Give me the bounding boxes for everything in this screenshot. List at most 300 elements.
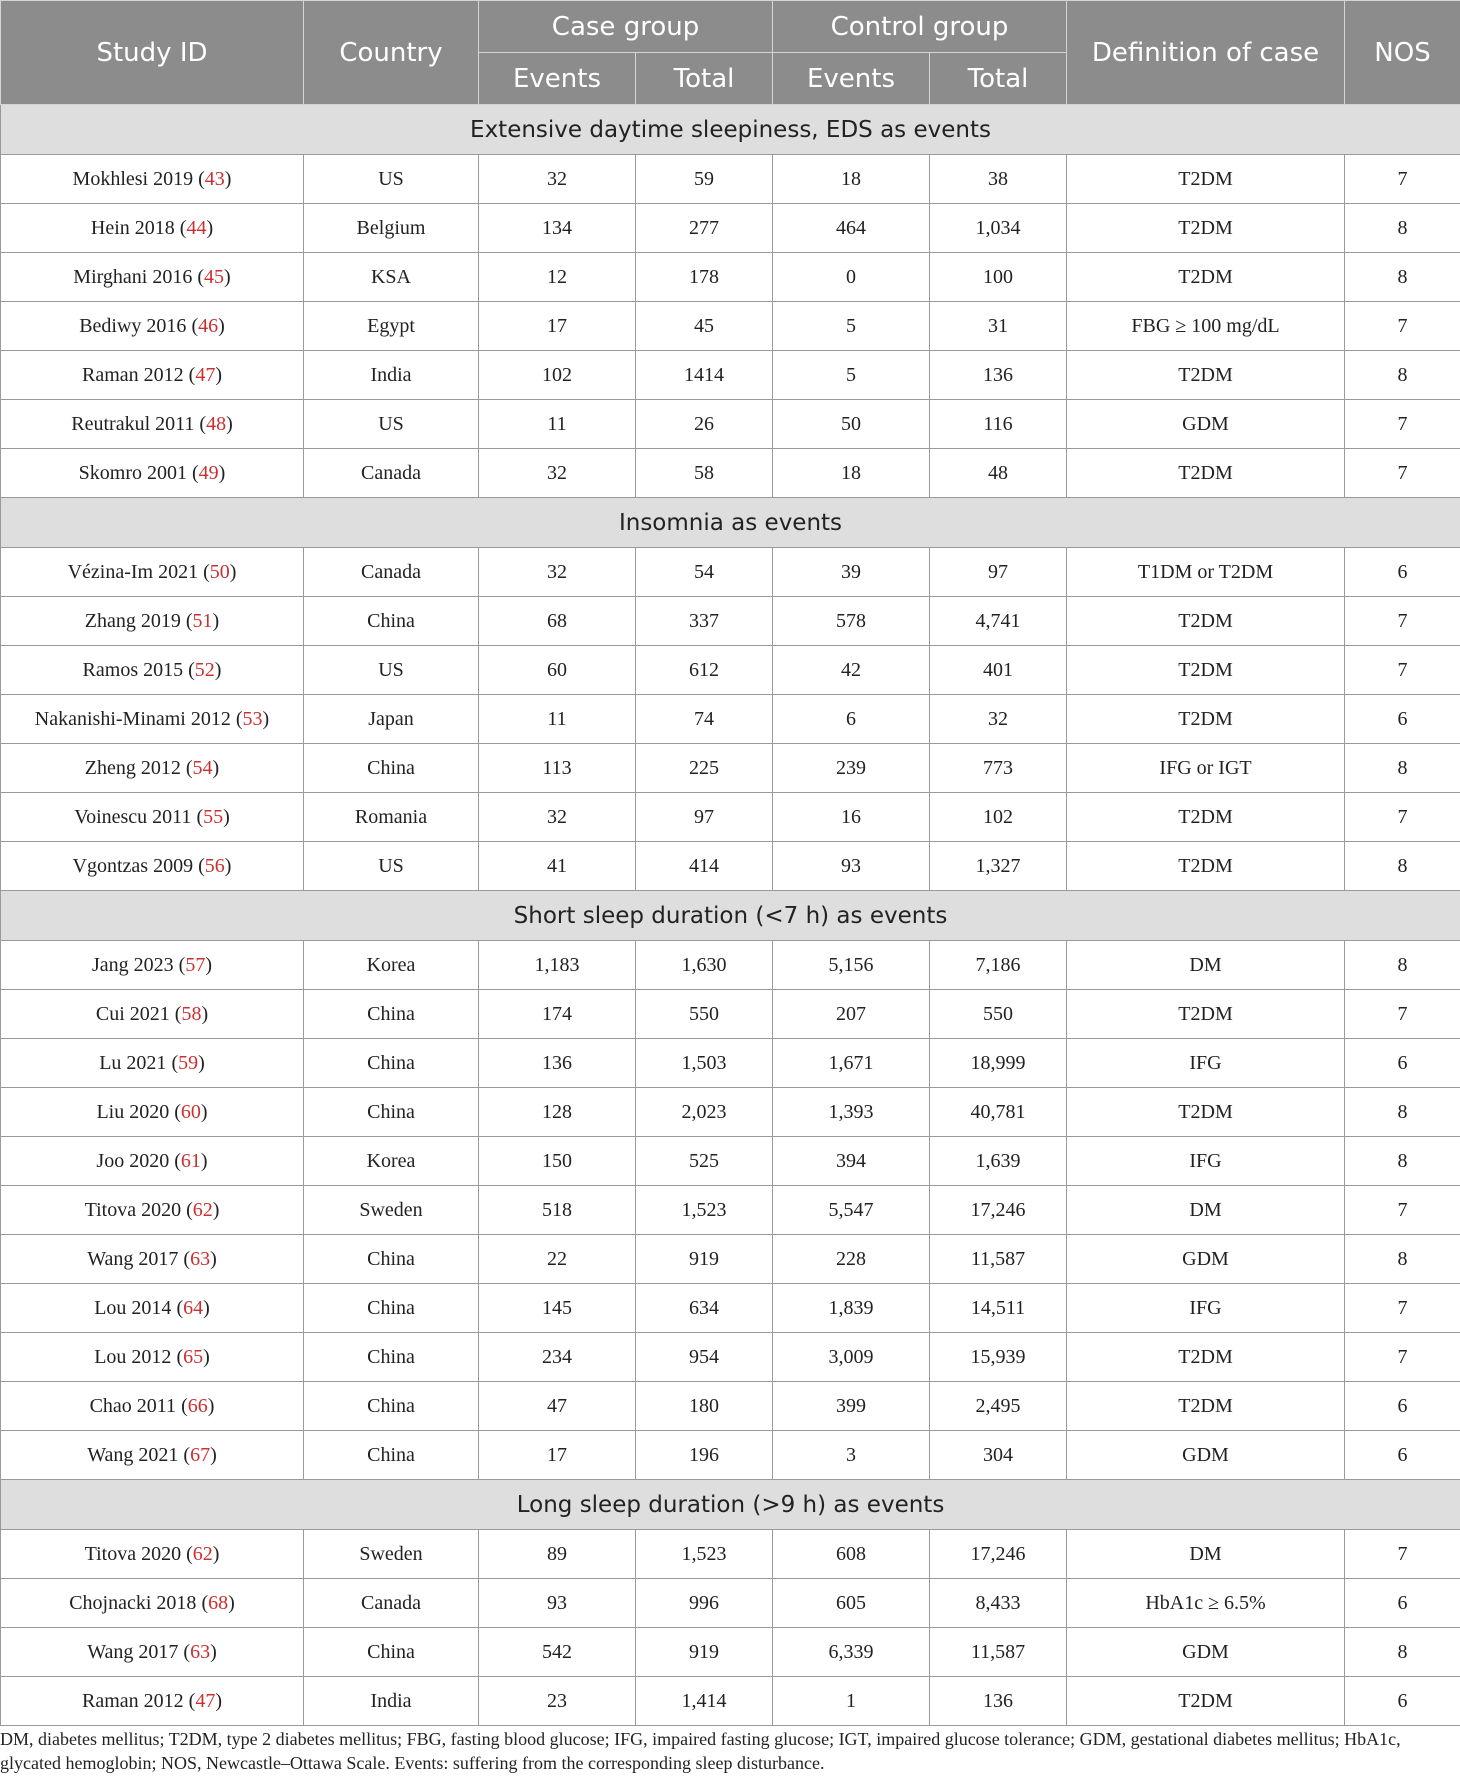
case-total-cell: 1414 bbox=[636, 351, 773, 400]
study-name: Wang 2017 bbox=[87, 1247, 179, 1270]
definition-cell: T1DM or T2DM bbox=[1067, 548, 1345, 597]
case-total-cell: 634 bbox=[636, 1284, 773, 1333]
header-control-total: Total bbox=[930, 53, 1067, 105]
case-total-cell: 180 bbox=[636, 1382, 773, 1431]
country-cell: US bbox=[304, 155, 479, 204]
case-events-cell: 102 bbox=[479, 351, 636, 400]
control-events-cell: 18 bbox=[773, 155, 930, 204]
reference-link[interactable]: 56 bbox=[204, 854, 225, 877]
country-cell: Canada bbox=[304, 449, 479, 498]
table-row bbox=[1, 941, 1460, 990]
nos-cell: 8 bbox=[1345, 1088, 1460, 1137]
country-cell: China bbox=[304, 1431, 479, 1480]
nos-cell: 7 bbox=[1345, 302, 1460, 351]
case-events-cell: 32 bbox=[479, 793, 636, 842]
reference-link[interactable]: 63 bbox=[190, 1247, 211, 1270]
country-cell: Korea bbox=[304, 941, 479, 990]
nos-cell: 7 bbox=[1345, 990, 1460, 1039]
control-total-cell: 1,327 bbox=[930, 842, 1067, 891]
header-nos: NOS bbox=[1345, 1, 1460, 105]
reference-link[interactable]: 51 bbox=[192, 609, 213, 632]
case-total-cell: 1,630 bbox=[636, 941, 773, 990]
section-row bbox=[1, 1480, 1460, 1530]
table-row bbox=[1, 1579, 1460, 1628]
country-cell: China bbox=[304, 1284, 479, 1333]
case-total-cell: 26 bbox=[636, 400, 773, 449]
control-total-cell: 40,781 bbox=[930, 1088, 1067, 1137]
reference-link[interactable]: 62 bbox=[192, 1542, 213, 1565]
case-events-cell: 23 bbox=[479, 1677, 636, 1726]
reference-link[interactable]: 43 bbox=[204, 167, 225, 190]
case-total-cell: 1,503 bbox=[636, 1039, 773, 1088]
reference-link[interactable]: 65 bbox=[183, 1345, 204, 1368]
case-events-cell: 518 bbox=[479, 1186, 636, 1235]
definition-cell: T2DM bbox=[1067, 1382, 1345, 1431]
country-cell: India bbox=[304, 351, 479, 400]
section-title: Long sleep duration (>9 h) as events bbox=[1, 1480, 1460, 1530]
reference-link[interactable]: 54 bbox=[192, 756, 213, 779]
study-name: Voinescu 2011 bbox=[74, 805, 192, 828]
table-row bbox=[1, 597, 1460, 646]
study-id-cell: Wang 2017 (63) bbox=[1, 1235, 304, 1284]
header-definition: Definition of case bbox=[1067, 1, 1345, 105]
control-events-cell: 5 bbox=[773, 351, 930, 400]
nos-cell: 6 bbox=[1345, 548, 1460, 597]
control-events-cell: 42 bbox=[773, 646, 930, 695]
control-total-cell: 401 bbox=[930, 646, 1067, 695]
control-total-cell: 48 bbox=[930, 449, 1067, 498]
case-events-cell: 113 bbox=[479, 744, 636, 793]
header-case-group: Case group bbox=[479, 1, 773, 53]
case-total-cell: 74 bbox=[636, 695, 773, 744]
nos-cell: 6 bbox=[1345, 695, 1460, 744]
nos-cell: 8 bbox=[1345, 1137, 1460, 1186]
reference-link[interactable]: 62 bbox=[192, 1198, 213, 1221]
study-name: Vgontzas 2009 bbox=[72, 854, 194, 877]
control-events-cell: 5,156 bbox=[773, 941, 930, 990]
reference-link[interactable]: 59 bbox=[178, 1051, 199, 1074]
reference-link[interactable]: 47 bbox=[195, 363, 216, 386]
nos-cell: 7 bbox=[1345, 1530, 1460, 1579]
nos-cell: 8 bbox=[1345, 253, 1460, 302]
study-id-cell: Voinescu 2011 (55) bbox=[1, 793, 304, 842]
study-name: Lou 2012 bbox=[94, 1345, 172, 1368]
definition-cell: T2DM bbox=[1067, 449, 1345, 498]
country-cell: Canada bbox=[304, 1579, 479, 1628]
study-id-cell: Zhang 2019 (51) bbox=[1, 597, 304, 646]
control-events-cell: 39 bbox=[773, 548, 930, 597]
table-row bbox=[1, 1530, 1460, 1579]
case-total-cell: 996 bbox=[636, 1579, 773, 1628]
table-row bbox=[1, 1677, 1460, 1726]
definition-cell: GDM bbox=[1067, 1628, 1345, 1677]
study-id-cell: Lou 2014 (64) bbox=[1, 1284, 304, 1333]
study-id-cell: Zheng 2012 (54) bbox=[1, 744, 304, 793]
definition-cell: IFG or IGT bbox=[1067, 744, 1345, 793]
control-total-cell: 31 bbox=[930, 302, 1067, 351]
table-row bbox=[1, 1235, 1460, 1284]
table-header bbox=[1, 1, 1460, 105]
study-id-cell: Reutrakul 2011 (48) bbox=[1, 400, 304, 449]
study-id-cell: Lu 2021 (59) bbox=[1, 1039, 304, 1088]
control-total-cell: 116 bbox=[930, 400, 1067, 449]
control-total-cell: 136 bbox=[930, 1677, 1067, 1726]
definition-cell: T2DM bbox=[1067, 842, 1345, 891]
study-id-cell: Skomro 2001 (49) bbox=[1, 449, 304, 498]
table-footnote: DM, diabetes mellitus; T2DM, type 2 diabetes mellitus; FBG, fasting blood glucose; IFG, impaired fasting glucose; IGT, impaired glucose tolerance; GDM, gestational diabetes mellitus; HbA1c, glycated hemoglobin; NOS, Newcastle–Ottawa Scale. Events: suffering from the corresponding sleep disturbance. bbox=[0, 1729, 1401, 1773]
case-events-cell: 17 bbox=[479, 302, 636, 351]
nos-cell: 8 bbox=[1345, 842, 1460, 891]
case-total-cell: 919 bbox=[636, 1235, 773, 1284]
control-events-cell: 399 bbox=[773, 1382, 930, 1431]
definition-cell: T2DM bbox=[1067, 1677, 1345, 1726]
reference-link[interactable]: 58 bbox=[181, 1002, 202, 1025]
study-name: Raman 2012 bbox=[82, 1689, 184, 1712]
study-name: Reutrakul 2011 bbox=[71, 412, 195, 435]
table-row bbox=[1, 548, 1460, 597]
study-id-cell: Liu 2020 (60) bbox=[1, 1088, 304, 1137]
control-events-cell: 16 bbox=[773, 793, 930, 842]
control-events-cell: 6,339 bbox=[773, 1628, 930, 1677]
reference-link[interactable]: 57 bbox=[185, 953, 206, 976]
study-name: Wang 2017 bbox=[87, 1640, 179, 1663]
definition-cell: T2DM bbox=[1067, 793, 1345, 842]
nos-cell: 7 bbox=[1345, 400, 1460, 449]
nos-cell: 7 bbox=[1345, 1333, 1460, 1382]
country-cell: Belgium bbox=[304, 204, 479, 253]
country-cell: China bbox=[304, 1382, 479, 1431]
header-control-events: Events bbox=[773, 53, 930, 105]
case-total-cell: 414 bbox=[636, 842, 773, 891]
case-total-cell: 59 bbox=[636, 155, 773, 204]
control-events-cell: 228 bbox=[773, 1235, 930, 1284]
definition-cell: GDM bbox=[1067, 1431, 1345, 1480]
control-total-cell: 17,246 bbox=[930, 1186, 1067, 1235]
nos-cell: 6 bbox=[1345, 1382, 1460, 1431]
control-total-cell: 2,495 bbox=[930, 1382, 1067, 1431]
case-total-cell: 337 bbox=[636, 597, 773, 646]
control-events-cell: 0 bbox=[773, 253, 930, 302]
case-total-cell: 45 bbox=[636, 302, 773, 351]
definition-cell: T2DM bbox=[1067, 155, 1345, 204]
control-total-cell: 7,186 bbox=[930, 941, 1067, 990]
study-name: Mirghani 2016 bbox=[73, 265, 193, 288]
case-total-cell: 225 bbox=[636, 744, 773, 793]
table-row bbox=[1, 646, 1460, 695]
case-total-cell: 277 bbox=[636, 204, 773, 253]
country-cell: China bbox=[304, 744, 479, 793]
control-events-cell: 1,671 bbox=[773, 1039, 930, 1088]
reference-link[interactable]: 49 bbox=[198, 461, 219, 484]
nos-cell: 6 bbox=[1345, 1677, 1460, 1726]
nos-cell: 8 bbox=[1345, 204, 1460, 253]
case-events-cell: 136 bbox=[479, 1039, 636, 1088]
control-total-cell: 38 bbox=[930, 155, 1067, 204]
control-events-cell: 5,547 bbox=[773, 1186, 930, 1235]
control-events-cell: 578 bbox=[773, 597, 930, 646]
study-id-cell: Raman 2012 (47) bbox=[1, 351, 304, 400]
table-row bbox=[1, 1333, 1460, 1382]
country-cell: Korea bbox=[304, 1137, 479, 1186]
reference-link[interactable]: 60 bbox=[180, 1100, 201, 1123]
study-name: Jang 2023 bbox=[91, 953, 174, 976]
study-id-cell: Raman 2012 (47) bbox=[1, 1677, 304, 1726]
study-id-cell: Lou 2012 (65) bbox=[1, 1333, 304, 1382]
control-total-cell: 4,741 bbox=[930, 597, 1067, 646]
table-row bbox=[1, 842, 1460, 891]
reference-link[interactable]: 55 bbox=[203, 805, 224, 828]
reference-link[interactable]: 45 bbox=[204, 265, 225, 288]
control-total-cell: 17,246 bbox=[930, 1530, 1067, 1579]
reference-link[interactable]: 63 bbox=[190, 1640, 211, 1663]
control-events-cell: 608 bbox=[773, 1530, 930, 1579]
nos-cell: 7 bbox=[1345, 1284, 1460, 1333]
control-total-cell: 14,511 bbox=[930, 1284, 1067, 1333]
control-events-cell: 3 bbox=[773, 1431, 930, 1480]
study-id-cell: Hein 2018 (44) bbox=[1, 204, 304, 253]
country-cell: Japan bbox=[304, 695, 479, 744]
nos-cell: 7 bbox=[1345, 646, 1460, 695]
case-events-cell: 32 bbox=[479, 548, 636, 597]
nos-cell: 7 bbox=[1345, 597, 1460, 646]
country-cell: China bbox=[304, 597, 479, 646]
case-events-cell: 68 bbox=[479, 597, 636, 646]
reference-link[interactable]: 53 bbox=[242, 707, 263, 730]
section-row bbox=[1, 498, 1460, 548]
study-id-cell: Vézina-Im 2021 (50) bbox=[1, 548, 304, 597]
nos-cell: 8 bbox=[1345, 1235, 1460, 1284]
country-cell: Sweden bbox=[304, 1186, 479, 1235]
table-row bbox=[1, 302, 1460, 351]
definition-cell: T2DM bbox=[1067, 204, 1345, 253]
study-id-cell: Titova 2020 (62) bbox=[1, 1530, 304, 1579]
control-events-cell: 239 bbox=[773, 744, 930, 793]
study-id-cell: Titova 2020 (62) bbox=[1, 1186, 304, 1235]
table-row bbox=[1, 793, 1460, 842]
country-cell: China bbox=[304, 1235, 479, 1284]
nos-cell: 8 bbox=[1345, 351, 1460, 400]
study-name: Cui 2021 bbox=[95, 1002, 170, 1025]
control-events-cell: 5 bbox=[773, 302, 930, 351]
nos-cell: 6 bbox=[1345, 1039, 1460, 1088]
nos-cell: 8 bbox=[1345, 941, 1460, 990]
case-events-cell: 145 bbox=[479, 1284, 636, 1333]
case-total-cell: 97 bbox=[636, 793, 773, 842]
header-study-id: Study ID bbox=[1, 1, 304, 105]
case-total-cell: 954 bbox=[636, 1333, 773, 1382]
section-title: Short sleep duration (<7 h) as events bbox=[1, 891, 1460, 941]
definition-cell: T2DM bbox=[1067, 597, 1345, 646]
case-total-cell: 525 bbox=[636, 1137, 773, 1186]
case-events-cell: 32 bbox=[479, 155, 636, 204]
reference-link[interactable]: 48 bbox=[206, 412, 227, 435]
header-case-events: Events bbox=[479, 53, 636, 105]
control-total-cell: 100 bbox=[930, 253, 1067, 302]
case-events-cell: 41 bbox=[479, 842, 636, 891]
case-total-cell: 550 bbox=[636, 990, 773, 1039]
study-name: Liu 2020 bbox=[96, 1100, 170, 1123]
study-name: Chojnacki 2018 bbox=[69, 1591, 197, 1614]
definition-cell: T2DM bbox=[1067, 1088, 1345, 1137]
control-events-cell: 50 bbox=[773, 400, 930, 449]
reference-link[interactable]: 61 bbox=[180, 1149, 201, 1172]
table-row bbox=[1, 1137, 1460, 1186]
control-events-cell: 1,393 bbox=[773, 1088, 930, 1137]
table-row bbox=[1, 1628, 1460, 1677]
definition-cell: IFG bbox=[1067, 1284, 1345, 1333]
control-total-cell: 304 bbox=[930, 1431, 1067, 1480]
study-name: Zhang 2019 bbox=[84, 609, 181, 632]
header-control-group: Control group bbox=[773, 1, 1067, 53]
study-name: Chao 2011 bbox=[89, 1394, 177, 1417]
country-cell: KSA bbox=[304, 253, 479, 302]
nos-cell: 7 bbox=[1345, 793, 1460, 842]
nos-cell: 7 bbox=[1345, 1186, 1460, 1235]
reference-link[interactable]: 52 bbox=[194, 658, 215, 681]
control-total-cell: 97 bbox=[930, 548, 1067, 597]
table-row bbox=[1, 351, 1460, 400]
country-cell: Canada bbox=[304, 548, 479, 597]
case-events-cell: 32 bbox=[479, 449, 636, 498]
section-title: Insomnia as events bbox=[1, 498, 1460, 548]
case-events-cell: 150 bbox=[479, 1137, 636, 1186]
study-id-cell: Vgontzas 2009 (56) bbox=[1, 842, 304, 891]
definition-cell: DM bbox=[1067, 1186, 1345, 1235]
nos-cell: 6 bbox=[1345, 1579, 1460, 1628]
country-cell: India bbox=[304, 1677, 479, 1726]
case-total-cell: 54 bbox=[636, 548, 773, 597]
definition-cell: T2DM bbox=[1067, 253, 1345, 302]
table-row bbox=[1, 1186, 1460, 1235]
header-case-total: Total bbox=[636, 53, 773, 105]
definition-cell: T2DM bbox=[1067, 990, 1345, 1039]
case-events-cell: 1,183 bbox=[479, 941, 636, 990]
definition-cell: IFG bbox=[1067, 1039, 1345, 1088]
case-events-cell: 22 bbox=[479, 1235, 636, 1284]
study-name: Ramos 2015 bbox=[82, 658, 184, 681]
section-title: Extensive daytime sleepiness, EDS as events bbox=[1, 105, 1460, 155]
study-name: Zheng 2012 bbox=[84, 756, 181, 779]
study-name: Titova 2020 bbox=[84, 1542, 182, 1565]
header-country: Country bbox=[304, 1, 479, 105]
study-id-cell: Joo 2020 (61) bbox=[1, 1137, 304, 1186]
table-row bbox=[1, 695, 1460, 744]
definition-cell: T2DM bbox=[1067, 351, 1345, 400]
definition-cell: T2DM bbox=[1067, 1333, 1345, 1382]
study-id-cell: Bediwy 2016 (46) bbox=[1, 302, 304, 351]
country-cell: Sweden bbox=[304, 1530, 479, 1579]
study-name: Wang 2021 bbox=[87, 1443, 179, 1466]
control-events-cell: 394 bbox=[773, 1137, 930, 1186]
country-cell: China bbox=[304, 1039, 479, 1088]
reference-link[interactable]: 47 bbox=[195, 1689, 216, 1712]
country-cell: Egypt bbox=[304, 302, 479, 351]
control-events-cell: 1 bbox=[773, 1677, 930, 1726]
study-name: Nakanishi-Minami 2012 bbox=[34, 707, 231, 730]
country-cell: US bbox=[304, 400, 479, 449]
reference-link[interactable]: 66 bbox=[187, 1394, 208, 1417]
case-total-cell: 919 bbox=[636, 1628, 773, 1677]
definition-cell: GDM bbox=[1067, 400, 1345, 449]
study-id-cell: Cui 2021 (58) bbox=[1, 990, 304, 1039]
country-cell: Romania bbox=[304, 793, 479, 842]
reference-link[interactable]: 50 bbox=[209, 560, 230, 583]
case-total-cell: 196 bbox=[636, 1431, 773, 1480]
table-row bbox=[1, 1431, 1460, 1480]
control-total-cell: 8,433 bbox=[930, 1579, 1067, 1628]
nos-cell: 7 bbox=[1345, 449, 1460, 498]
case-total-cell: 612 bbox=[636, 646, 773, 695]
study-id-cell: Wang 2017 (63) bbox=[1, 1628, 304, 1677]
case-total-cell: 2,023 bbox=[636, 1088, 773, 1137]
case-events-cell: 174 bbox=[479, 990, 636, 1039]
study-name: Lu 2021 bbox=[99, 1051, 167, 1074]
study-id-cell: Chojnacki 2018 (68) bbox=[1, 1579, 304, 1628]
case-events-cell: 17 bbox=[479, 1431, 636, 1480]
case-events-cell: 234 bbox=[479, 1333, 636, 1382]
study-id-cell: Chao 2011 (66) bbox=[1, 1382, 304, 1431]
country-cell: China bbox=[304, 1088, 479, 1137]
control-events-cell: 6 bbox=[773, 695, 930, 744]
reference-link[interactable]: 46 bbox=[198, 314, 219, 337]
control-total-cell: 136 bbox=[930, 351, 1067, 400]
study-name: Vézina-Im 2021 bbox=[67, 560, 199, 583]
control-total-cell: 1,034 bbox=[930, 204, 1067, 253]
study-name: Raman 2012 bbox=[82, 363, 184, 386]
definition-cell: DM bbox=[1067, 1530, 1345, 1579]
case-events-cell: 11 bbox=[479, 695, 636, 744]
control-events-cell: 207 bbox=[773, 990, 930, 1039]
reference-link[interactable]: 68 bbox=[208, 1591, 229, 1614]
control-events-cell: 1,839 bbox=[773, 1284, 930, 1333]
definition-cell: DM bbox=[1067, 941, 1345, 990]
case-events-cell: 89 bbox=[479, 1530, 636, 1579]
reference-link[interactable]: 64 bbox=[183, 1296, 204, 1319]
case-total-cell: 1,523 bbox=[636, 1530, 773, 1579]
control-total-cell: 1,639 bbox=[930, 1137, 1067, 1186]
control-total-cell: 102 bbox=[930, 793, 1067, 842]
table-row bbox=[1, 1382, 1460, 1431]
definition-cell: IFG bbox=[1067, 1137, 1345, 1186]
case-total-cell: 1,414 bbox=[636, 1677, 773, 1726]
study-name: Lou 2014 bbox=[94, 1296, 172, 1319]
country-cell: China bbox=[304, 990, 479, 1039]
country-cell: US bbox=[304, 646, 479, 695]
table-row bbox=[1, 253, 1460, 302]
section-row bbox=[1, 891, 1460, 941]
table-row bbox=[1, 990, 1460, 1039]
table-row bbox=[1, 400, 1460, 449]
study-id-cell: Nakanishi-Minami 2012 (53) bbox=[1, 695, 304, 744]
study-name: Mokhlesi 2019 bbox=[72, 167, 194, 190]
reference-link[interactable]: 44 bbox=[186, 216, 207, 239]
table-row bbox=[1, 1284, 1460, 1333]
control-total-cell: 15,939 bbox=[930, 1333, 1067, 1382]
control-events-cell: 93 bbox=[773, 842, 930, 891]
country-cell: China bbox=[304, 1628, 479, 1677]
control-total-cell: 11,587 bbox=[930, 1628, 1067, 1677]
table-row bbox=[1, 1039, 1460, 1088]
nos-cell: 8 bbox=[1345, 1628, 1460, 1677]
reference-link[interactable]: 67 bbox=[190, 1443, 211, 1466]
case-events-cell: 12 bbox=[479, 253, 636, 302]
study-name: Joo 2020 bbox=[96, 1149, 170, 1172]
case-total-cell: 58 bbox=[636, 449, 773, 498]
case-total-cell: 1,523 bbox=[636, 1186, 773, 1235]
definition-cell: T2DM bbox=[1067, 646, 1345, 695]
nos-cell: 8 bbox=[1345, 744, 1460, 793]
study-name: Skomro 2001 bbox=[78, 461, 187, 484]
